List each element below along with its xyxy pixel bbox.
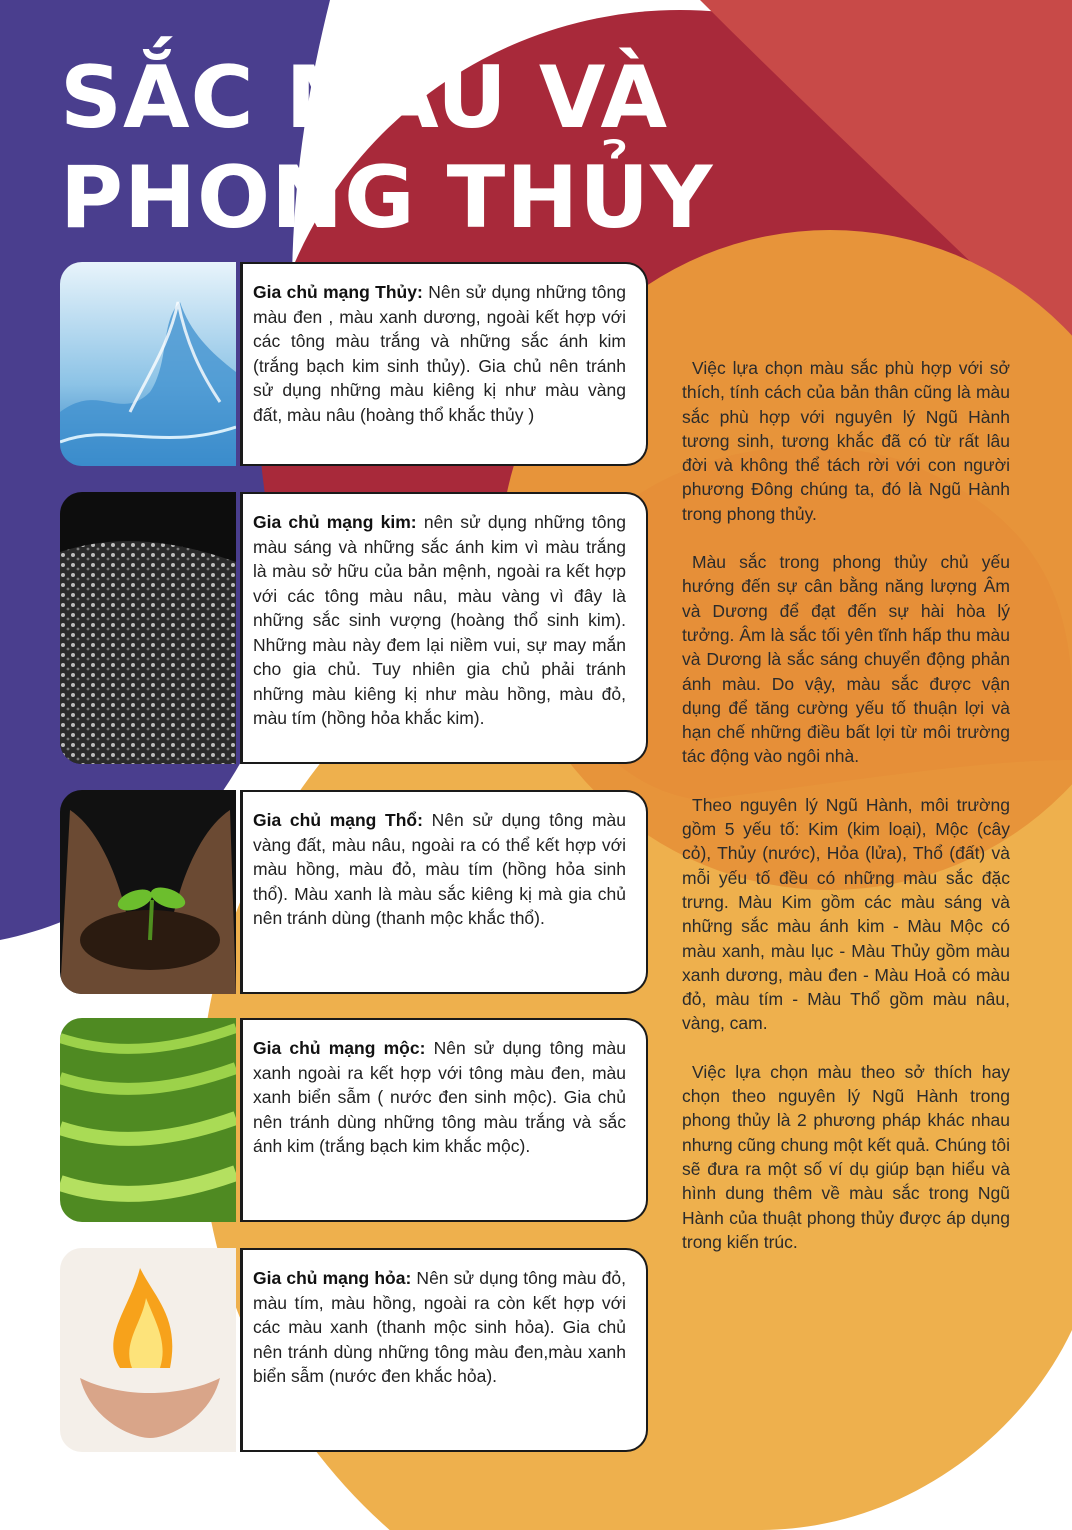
card-heading: Gia chủ mạng hỏa:	[253, 1268, 412, 1288]
intro-text-column	[682, 356, 1010, 1278]
card-moc	[60, 1018, 648, 1222]
card-body: Nên sử dụng tông màu đỏ, màu tím, màu hồng, ngoài ra còn kết hợp với các màu xanh (thanh mộc sinh hỏa). Gia chủ nên tránh dùng những tông màu đen,màu xanh biển sẫm (nước đen khắc hỏa).	[253, 1268, 626, 1386]
card-heading: Gia chủ mạng kim:	[253, 512, 417, 532]
water-wave-photo	[60, 262, 236, 466]
card-kim	[60, 492, 648, 764]
card-hoa	[60, 1248, 648, 1452]
card-heading: Gia chủ mạng Thủy:	[253, 282, 423, 302]
card-heading: Gia chủ mạng Thổ:	[253, 810, 423, 830]
card-heading: Gia chủ mạng mộc:	[253, 1038, 426, 1058]
card-body: Nên sử dụng tông màu xanh ngoài ra kết hợp với tông màu đen, màu xanh biển sẫm ( nước đen sinh mộc). Gia chủ nên tránh dùng những tông màu trắng và sắc ánh kim (trắng bạch kim khắc mộc).	[253, 1038, 626, 1156]
page-title	[60, 48, 713, 248]
green-field-rows-photo	[60, 1018, 236, 1222]
card-tho-text	[240, 790, 648, 994]
card-thuy	[60, 262, 648, 466]
card-body: nên sử dụng những tông màu sáng và những sắc ánh kim vì màu trắng là màu sở hữu của bản mệnh, ngoài ra kết hợp với các tông màu nâu, màu vàng vì đây là những sắc sinh vượng (hoàng thổ sinh kim). Những màu này đem lại niềm vui, sự may mắn cho gia chủ. Tuy nhiên gia chủ phải tránh những màu kiêng kị như màu hồng, màu đỏ, màu tím (hồng hỏa khắc kim).	[253, 512, 626, 728]
card-thuy-text	[240, 262, 648, 466]
card-body: Nên sử dụng những tông màu đen , màu xanh dương, ngoài kết hợp với các tông màu trắng và những sắc ánh kim (trắng bạch kim sinh thủy). Gia chủ nên tránh sử dụng những màu kiêng kị như màu vàng đất, màu nâu (hoàng thổ khắc thủy )	[253, 282, 626, 425]
paragraph-4: Việc lựa chọn màu theo sở thích hay chọn theo nguyên lý Ngũ Hành trong phong thủy là 2 phương pháp khác nhau nhưng cũng chung một kết quả. Chúng tôi sẽ đưa ra một số ví dụ giúp bạn hiểu và hình dung thêm về màu sắc trong Ngũ Hành của thuật phong thủy được áp dụng trong kiến trúc.	[682, 1061, 1010, 1252]
metal-gravel-photo	[60, 492, 236, 764]
title-line-1: SẮC MÀU VÀ	[60, 48, 669, 148]
hands-fire-photo	[60, 1248, 236, 1452]
card-tho	[60, 790, 648, 994]
paragraph-3: Theo nguyên lý Ngũ Hành, môi trường gồm 5 yếu tố: Kim (kim loại), Mộc (cây cỏ), Thủy (nước), Hỏa (lửa), Thổ (đất) và mỗi yếu tố đều có những màu sắc đặc trưng. Màu Kim gồm các màu sáng và những sắc màu ánh kim - Màu Mộc có màu xanh, màu lục - Màu Thủy gồm màu xanh dương, màu đen - Màu Hoả có màu đỏ, màu tím - Màu Thổ gồm màu nâu, vàng, cam.	[682, 794, 1010, 1034]
paragraph-2: Màu sắc trong phong thủy chủ yếu hướng đến sự cân bằng năng lượng Âm và Dương để đạt đến sự hài hòa lý tưởng. Âm là sắc tối yên tĩnh hấp thu màu và Dương là sắc sáng chuyển động phản ánh màu. Do vậy, màu sắc được vận dụng để tăng cường yếu tố thuận lợi và hạn chế những điều bất lợi từ môi trường tác động vào ngôi nhà.	[682, 552, 1010, 767]
title-line-2: PHONG THỦY	[60, 148, 714, 248]
card-body: Nên sử dụng tông màu vàng đất, màu nâu, ngoài ra có thể kết hợp với màu hồng, màu đỏ, màu tím (hồng hỏa sinh thổ). Màu xanh là màu sắc kiêng kị mà gia chủ nên tránh dùng (thanh mộc khắc thổ).	[253, 810, 626, 928]
card-kim-text	[240, 492, 648, 764]
card-moc-text	[240, 1018, 648, 1222]
hands-soil-sprout-photo	[60, 790, 236, 994]
paragraph-1: Việc lựa chọn màu sắc phù hợp với sở thích, tính cách của bản thân cũng là màu sắc phù hợp với nguyên lý Ngũ Hành tương sinh, tương khắc đã có từ rất lâu đời và không thể tách rời với con người phương Đông chúng ta, đó là Ngũ Hành trong phong thủy.	[682, 358, 1010, 524]
card-hoa-text	[240, 1248, 648, 1452]
